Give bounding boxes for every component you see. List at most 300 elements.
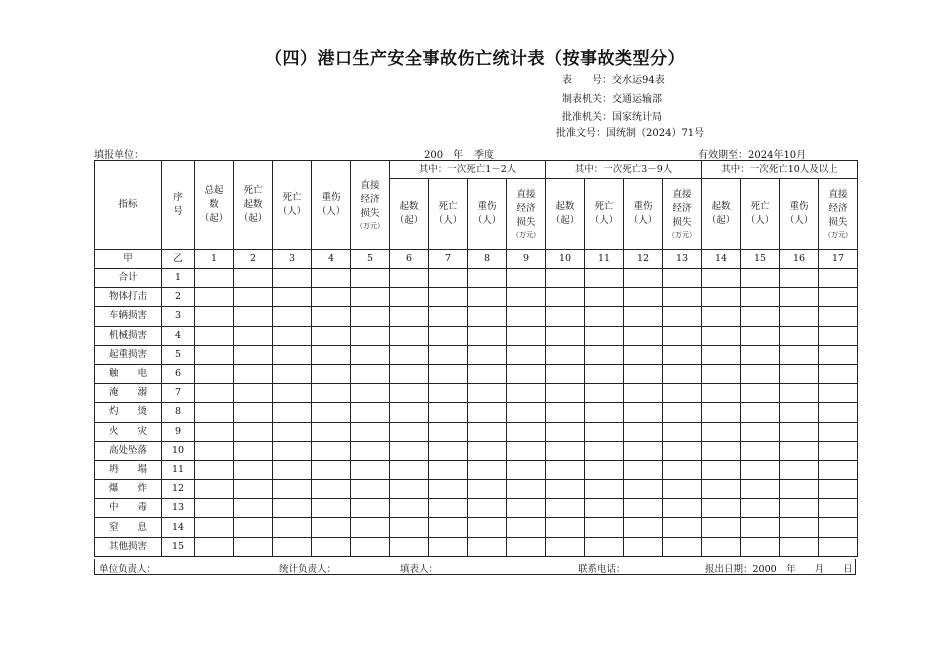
data-cell[interactable] <box>507 480 546 499</box>
row-seq: 9 <box>162 422 195 441</box>
data-cell[interactable] <box>468 499 507 518</box>
table-row <box>95 345 858 364</box>
data-cell[interactable] <box>507 422 546 441</box>
data-cell[interactable] <box>195 460 234 479</box>
column-code: 甲 <box>95 250 162 269</box>
data-cell[interactable] <box>585 307 624 326</box>
data-cell[interactable] <box>429 345 468 364</box>
data-cell[interactable] <box>234 441 273 460</box>
sub-count: 起数 （起） <box>546 179 585 250</box>
data-cell[interactable] <box>273 499 312 518</box>
header-loss-unit: （万元） <box>356 222 384 230</box>
report-date-label: 报出日期：2000 年 月 日 <box>705 564 853 575</box>
data-cell[interactable] <box>741 364 780 383</box>
data-cell[interactable] <box>780 480 819 499</box>
data-cell[interactable] <box>390 460 429 479</box>
data-cell[interactable] <box>741 422 780 441</box>
data-cell[interactable] <box>546 326 585 345</box>
data-cell[interactable] <box>702 307 741 326</box>
data-cell[interactable] <box>234 422 273 441</box>
row-label: 车辆损害 <box>95 307 162 326</box>
data-cell[interactable] <box>273 518 312 537</box>
data-cell[interactable] <box>585 480 624 499</box>
data-cell[interactable] <box>312 364 351 383</box>
data-cell[interactable] <box>546 384 585 403</box>
data-cell[interactable] <box>585 537 624 556</box>
data-cell[interactable] <box>624 499 663 518</box>
data-cell[interactable] <box>429 518 468 537</box>
data-cell[interactable] <box>195 364 234 383</box>
approval-org: 批准机关：国家统计局 <box>562 112 662 123</box>
data-cell[interactable] <box>195 326 234 345</box>
data-cell[interactable] <box>390 345 429 364</box>
data-cell[interactable] <box>273 345 312 364</box>
data-cell[interactable] <box>624 480 663 499</box>
data-cell[interactable] <box>390 499 429 518</box>
data-cell[interactable] <box>195 345 234 364</box>
data-cell[interactable] <box>780 499 819 518</box>
group-3-9: 其中：一次死亡3－9人 <box>546 161 702 179</box>
data-cell[interactable] <box>585 345 624 364</box>
data-cell[interactable] <box>780 345 819 364</box>
data-cell[interactable] <box>429 422 468 441</box>
reporting-unit-label: 填报单位： <box>94 150 144 161</box>
data-cell[interactable] <box>624 326 663 345</box>
data-cell[interactable] <box>663 499 702 518</box>
data-cell[interactable] <box>780 422 819 441</box>
row-label: 火 灾 <box>95 422 162 441</box>
quarter-field[interactable]: 季度 <box>474 150 494 161</box>
data-cell[interactable] <box>780 518 819 537</box>
data-cell[interactable] <box>468 460 507 479</box>
sub-loss-label: 直接 经济 损失 <box>672 189 692 228</box>
data-cell[interactable] <box>234 537 273 556</box>
data-cell[interactable] <box>663 460 702 479</box>
data-cell[interactable] <box>234 364 273 383</box>
data-cell[interactable] <box>390 364 429 383</box>
column-code: 9 <box>507 250 546 269</box>
data-cell[interactable] <box>702 422 741 441</box>
data-cell[interactable] <box>663 422 702 441</box>
data-cell[interactable] <box>390 537 429 556</box>
data-cell[interactable] <box>702 269 741 288</box>
data-cell[interactable] <box>663 403 702 422</box>
data-cell[interactable] <box>312 269 351 288</box>
data-cell[interactable] <box>507 499 546 518</box>
data-cell[interactable] <box>429 364 468 383</box>
row-label: 窒 息 <box>95 518 162 537</box>
data-cell[interactable] <box>273 403 312 422</box>
data-cell[interactable] <box>351 364 390 383</box>
data-cell[interactable] <box>741 269 780 288</box>
data-cell[interactable] <box>468 288 507 307</box>
data-cell[interactable] <box>819 537 858 556</box>
data-cell[interactable] <box>507 384 546 403</box>
group-1-2: 其中：一次死亡1－2人 <box>390 161 546 179</box>
data-cell[interactable] <box>663 288 702 307</box>
data-cell[interactable] <box>390 403 429 422</box>
data-cell[interactable] <box>585 441 624 460</box>
valid-until: 有效期至：2024年10月 <box>698 150 807 161</box>
data-cell[interactable] <box>390 307 429 326</box>
data-cell[interactable] <box>273 326 312 345</box>
data-cell[interactable] <box>468 441 507 460</box>
data-cell[interactable] <box>741 441 780 460</box>
data-cell[interactable] <box>273 480 312 499</box>
data-cell[interactable] <box>195 307 234 326</box>
data-cell[interactable] <box>780 288 819 307</box>
data-cell[interactable] <box>780 364 819 383</box>
data-cell[interactable] <box>741 499 780 518</box>
data-cell[interactable] <box>234 307 273 326</box>
data-cell[interactable] <box>312 384 351 403</box>
data-cell[interactable] <box>702 326 741 345</box>
data-cell[interactable] <box>195 269 234 288</box>
data-cell[interactable] <box>546 269 585 288</box>
data-cell[interactable] <box>468 537 507 556</box>
data-cell[interactable] <box>234 499 273 518</box>
data-cell[interactable] <box>429 288 468 307</box>
data-cell[interactable] <box>429 441 468 460</box>
data-cell[interactable] <box>663 537 702 556</box>
data-cell[interactable] <box>546 345 585 364</box>
data-cell[interactable] <box>624 345 663 364</box>
data-cell[interactable] <box>312 345 351 364</box>
column-code: 8 <box>468 250 507 269</box>
signature-line <box>94 559 856 575</box>
data-cell[interactable] <box>312 537 351 556</box>
table-row <box>95 480 858 499</box>
report-info-line <box>94 145 856 159</box>
data-cell[interactable] <box>741 307 780 326</box>
data-cell[interactable] <box>663 480 702 499</box>
data-cell[interactable] <box>195 422 234 441</box>
data-cell[interactable] <box>546 422 585 441</box>
data-cell[interactable] <box>507 441 546 460</box>
data-cell[interactable] <box>273 460 312 479</box>
data-cell[interactable] <box>234 518 273 537</box>
stat-head-label: 统计负责人： <box>279 564 337 575</box>
data-cell[interactable] <box>702 499 741 518</box>
data-cell[interactable] <box>780 384 819 403</box>
data-cell[interactable] <box>507 326 546 345</box>
data-cell[interactable] <box>663 441 702 460</box>
data-cell[interactable] <box>312 288 351 307</box>
data-cell[interactable] <box>546 307 585 326</box>
table-row <box>95 403 858 422</box>
data-cell[interactable] <box>819 441 858 460</box>
data-cell[interactable] <box>390 288 429 307</box>
data-cell[interactable] <box>468 364 507 383</box>
data-cell[interactable] <box>819 499 858 518</box>
data-cell[interactable] <box>273 288 312 307</box>
row-label: 坍 塌 <box>95 460 162 479</box>
data-cell[interactable] <box>702 480 741 499</box>
data-cell[interactable] <box>351 307 390 326</box>
data-cell[interactable] <box>273 384 312 403</box>
data-cell[interactable] <box>702 288 741 307</box>
data-cell[interactable] <box>585 422 624 441</box>
data-cell[interactable] <box>312 499 351 518</box>
data-cell[interactable] <box>507 403 546 422</box>
data-cell[interactable] <box>234 326 273 345</box>
data-cell[interactable] <box>234 480 273 499</box>
data-cell[interactable] <box>780 403 819 422</box>
page-title: （四）港口生产安全事故伤亡统计表（按事故类型分） <box>265 49 685 69</box>
data-cell[interactable] <box>468 326 507 345</box>
data-cell[interactable] <box>351 441 390 460</box>
data-cell[interactable] <box>468 345 507 364</box>
row-label: 其他损害 <box>95 537 162 556</box>
data-cell[interactable] <box>312 422 351 441</box>
data-cell[interactable] <box>546 441 585 460</box>
data-cell[interactable] <box>390 441 429 460</box>
data-cell[interactable] <box>741 384 780 403</box>
data-cell[interactable] <box>819 345 858 364</box>
data-cell[interactable] <box>351 269 390 288</box>
data-cell[interactable] <box>273 422 312 441</box>
data-cell[interactable] <box>624 537 663 556</box>
data-cell[interactable] <box>468 480 507 499</box>
data-cell[interactable] <box>819 288 858 307</box>
data-cell[interactable] <box>546 518 585 537</box>
data-cell[interactable] <box>819 480 858 499</box>
data-cell[interactable] <box>702 441 741 460</box>
data-cell[interactable] <box>429 384 468 403</box>
data-cell[interactable] <box>468 403 507 422</box>
data-cell[interactable] <box>819 403 858 422</box>
data-cell[interactable] <box>390 422 429 441</box>
table-row <box>95 537 858 556</box>
data-cell[interactable] <box>468 307 507 326</box>
data-cell[interactable] <box>390 269 429 288</box>
data-cell[interactable] <box>624 460 663 479</box>
row-label: 合计 <box>95 269 162 288</box>
data-cell[interactable] <box>195 480 234 499</box>
table-row <box>95 499 858 518</box>
data-cell[interactable] <box>312 480 351 499</box>
data-cell[interactable] <box>546 364 585 383</box>
data-cell[interactable] <box>429 499 468 518</box>
data-cell[interactable] <box>507 288 546 307</box>
data-cell[interactable] <box>585 518 624 537</box>
header-death-count: 死亡 起数 （起） <box>234 161 273 250</box>
data-cell[interactable] <box>585 403 624 422</box>
data-cell[interactable] <box>741 326 780 345</box>
data-cell[interactable] <box>624 441 663 460</box>
data-cell[interactable] <box>351 422 390 441</box>
table-row <box>95 518 858 537</box>
data-cell[interactable] <box>663 345 702 364</box>
data-cell[interactable] <box>390 480 429 499</box>
data-cell[interactable] <box>390 518 429 537</box>
data-cell[interactable] <box>429 326 468 345</box>
data-cell[interactable] <box>195 537 234 556</box>
data-cell[interactable] <box>585 384 624 403</box>
data-cell[interactable] <box>819 326 858 345</box>
data-cell[interactable] <box>819 384 858 403</box>
data-cell[interactable] <box>546 288 585 307</box>
data-cell[interactable] <box>702 537 741 556</box>
data-cell[interactable] <box>507 460 546 479</box>
data-cell[interactable] <box>234 288 273 307</box>
data-cell[interactable] <box>741 480 780 499</box>
data-cell[interactable] <box>312 326 351 345</box>
data-cell[interactable] <box>780 441 819 460</box>
data-cell[interactable] <box>585 269 624 288</box>
data-cell[interactable] <box>429 403 468 422</box>
data-cell[interactable] <box>429 269 468 288</box>
data-cell[interactable] <box>429 480 468 499</box>
data-cell[interactable] <box>741 518 780 537</box>
data-cell[interactable] <box>234 384 273 403</box>
data-cell[interactable] <box>585 499 624 518</box>
data-cell[interactable] <box>702 345 741 364</box>
data-cell[interactable] <box>351 480 390 499</box>
data-cell[interactable] <box>273 307 312 326</box>
row-label: 物体打击 <box>95 288 162 307</box>
data-cell[interactable] <box>468 518 507 537</box>
data-cell[interactable] <box>312 307 351 326</box>
data-cell[interactable] <box>663 384 702 403</box>
data-cell[interactable] <box>585 326 624 345</box>
data-cell[interactable] <box>468 384 507 403</box>
data-cell[interactable] <box>507 307 546 326</box>
data-cell[interactable] <box>819 460 858 479</box>
data-cell[interactable] <box>741 288 780 307</box>
data-cell[interactable] <box>780 537 819 556</box>
data-cell[interactable] <box>546 499 585 518</box>
data-cell[interactable] <box>585 364 624 383</box>
data-cell[interactable] <box>507 364 546 383</box>
table-row <box>95 460 858 479</box>
data-cell[interactable] <box>429 460 468 479</box>
data-cell[interactable] <box>819 269 858 288</box>
data-cell[interactable] <box>819 364 858 383</box>
data-cell[interactable] <box>507 518 546 537</box>
data-cell[interactable] <box>351 460 390 479</box>
data-cell[interactable] <box>195 441 234 460</box>
column-code: 乙 <box>162 250 195 269</box>
data-cell[interactable] <box>351 499 390 518</box>
data-cell[interactable] <box>624 364 663 383</box>
data-cell[interactable] <box>351 403 390 422</box>
data-cell[interactable] <box>702 364 741 383</box>
data-cell[interactable] <box>663 364 702 383</box>
data-cell[interactable] <box>390 326 429 345</box>
data-cell[interactable] <box>195 518 234 537</box>
data-cell[interactable] <box>273 441 312 460</box>
row-label: 灼 烫 <box>95 403 162 422</box>
data-cell[interactable] <box>624 403 663 422</box>
data-cell[interactable] <box>663 518 702 537</box>
header-injuries: 重伤 （人） <box>312 161 351 250</box>
data-cell[interactable] <box>351 345 390 364</box>
row-label: 机械损害 <box>95 326 162 345</box>
data-cell[interactable] <box>663 269 702 288</box>
data-cell[interactable] <box>234 403 273 422</box>
column-code: 12 <box>624 250 663 269</box>
data-cell[interactable] <box>780 269 819 288</box>
data-cell[interactable] <box>624 518 663 537</box>
data-cell[interactable] <box>780 326 819 345</box>
data-cell[interactable] <box>351 518 390 537</box>
data-cell[interactable] <box>507 537 546 556</box>
data-cell[interactable] <box>429 307 468 326</box>
data-cell[interactable] <box>702 384 741 403</box>
data-cell[interactable] <box>819 518 858 537</box>
row-label: 触 电 <box>95 364 162 383</box>
data-cell[interactable] <box>234 269 273 288</box>
data-cell[interactable] <box>195 499 234 518</box>
data-cell[interactable] <box>273 364 312 383</box>
data-cell[interactable] <box>195 403 234 422</box>
data-cell[interactable] <box>468 269 507 288</box>
data-cell[interactable] <box>780 460 819 479</box>
data-cell[interactable] <box>507 345 546 364</box>
data-cell[interactable] <box>663 307 702 326</box>
data-cell[interactable] <box>624 422 663 441</box>
data-cell[interactable] <box>546 480 585 499</box>
data-cell[interactable] <box>546 403 585 422</box>
data-cell[interactable] <box>429 537 468 556</box>
data-cell[interactable] <box>195 288 234 307</box>
data-cell[interactable] <box>195 384 234 403</box>
data-cell[interactable] <box>351 537 390 556</box>
data-cell[interactable] <box>741 403 780 422</box>
year-field[interactable]: 200 年 <box>424 150 464 161</box>
data-cell[interactable] <box>741 345 780 364</box>
sub-injury: 重伤 （人） <box>624 179 663 250</box>
data-cell[interactable] <box>663 326 702 345</box>
data-cell[interactable] <box>507 269 546 288</box>
data-cell[interactable] <box>819 307 858 326</box>
data-cell[interactable] <box>312 460 351 479</box>
statistics-table <box>94 160 858 557</box>
column-code: 15 <box>741 250 780 269</box>
data-cell[interactable] <box>351 288 390 307</box>
data-cell[interactable] <box>273 537 312 556</box>
data-cell[interactable] <box>741 537 780 556</box>
data-cell[interactable] <box>546 460 585 479</box>
data-cell[interactable] <box>624 269 663 288</box>
data-cell[interactable] <box>312 518 351 537</box>
data-cell[interactable] <box>390 384 429 403</box>
data-cell[interactable] <box>351 384 390 403</box>
data-cell[interactable] <box>780 307 819 326</box>
data-cell[interactable] <box>546 537 585 556</box>
data-cell[interactable] <box>312 403 351 422</box>
data-cell[interactable] <box>273 269 312 288</box>
data-cell[interactable] <box>585 460 624 479</box>
data-cell[interactable] <box>468 422 507 441</box>
data-cell[interactable] <box>585 288 624 307</box>
data-cell[interactable] <box>234 345 273 364</box>
data-cell[interactable] <box>624 288 663 307</box>
data-cell[interactable] <box>702 403 741 422</box>
data-cell[interactable] <box>312 441 351 460</box>
data-cell[interactable] <box>819 422 858 441</box>
column-code: 16 <box>780 250 819 269</box>
data-cell[interactable] <box>234 460 273 479</box>
data-cell[interactable] <box>351 326 390 345</box>
row-seq: 10 <box>162 441 195 460</box>
data-cell[interactable] <box>624 307 663 326</box>
data-cell[interactable] <box>741 460 780 479</box>
data-cell[interactable] <box>702 518 741 537</box>
data-cell[interactable] <box>702 460 741 479</box>
data-cell[interactable] <box>624 384 663 403</box>
